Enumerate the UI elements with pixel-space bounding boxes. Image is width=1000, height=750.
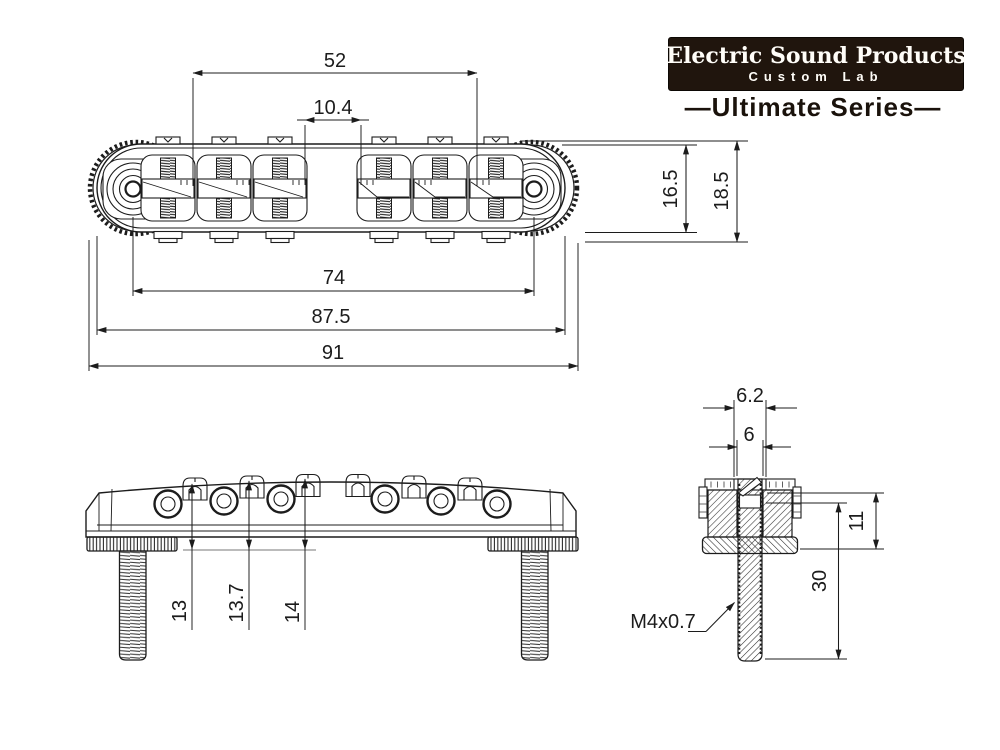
thumbwheel-section (703, 537, 798, 554)
knurl-strip-left (699, 487, 707, 518)
dim-overall-width: 18.5 (711, 171, 733, 211)
dim-thread-spec: M4x0.7 (630, 611, 696, 633)
saddle-5 (413, 155, 467, 221)
section-view (630, 385, 884, 661)
left-thumbwheel-side (87, 537, 177, 551)
saddle-3 (253, 155, 307, 221)
right-stud-side (522, 551, 549, 660)
brand-logo (668, 37, 964, 91)
dim-bushing-height: 11 (846, 510, 868, 532)
knurl-strip-right (793, 487, 801, 518)
dim-saddle-height-1: 13 (169, 599, 191, 623)
saddle-4 (357, 155, 411, 221)
dim-overall-length: 91 (321, 342, 345, 364)
dim-body-length: 87.5 (311, 306, 351, 328)
dim-body-width: 16.5 (660, 169, 682, 209)
brand-series: —Ultimate Series— (684, 92, 942, 122)
dim-bore-diameter: 6 (743, 424, 755, 446)
dim-stud-length: 30 (809, 569, 831, 593)
left-stud-side (120, 551, 147, 660)
stud-seat (740, 495, 761, 508)
bushing-wall-left (708, 490, 737, 537)
brand-subtitle: Custom Lab (748, 69, 884, 84)
string-tabs-top (156, 137, 508, 144)
dim-post-spacing: 74 (322, 267, 346, 289)
dim-string-pitch: 10.4 (313, 97, 353, 119)
side-view (86, 475, 578, 661)
dim-top-diameter: 6.2 (736, 385, 764, 407)
right-thumbwheel-side (488, 537, 578, 551)
string-tabs-bottom (154, 232, 510, 243)
dim-saddle-height-3: 14 (282, 600, 304, 624)
dim-saddle-height-2: 13.7 (226, 583, 248, 623)
intonation-screw-heads (155, 486, 511, 518)
dim-string-spread: 52 (323, 50, 347, 72)
saddle-1 (141, 155, 195, 221)
top-view (89, 50, 748, 371)
saddle-2 (197, 155, 251, 221)
brand-title: Electric Sound Products (666, 43, 966, 69)
bushing-wall-right (763, 490, 792, 537)
